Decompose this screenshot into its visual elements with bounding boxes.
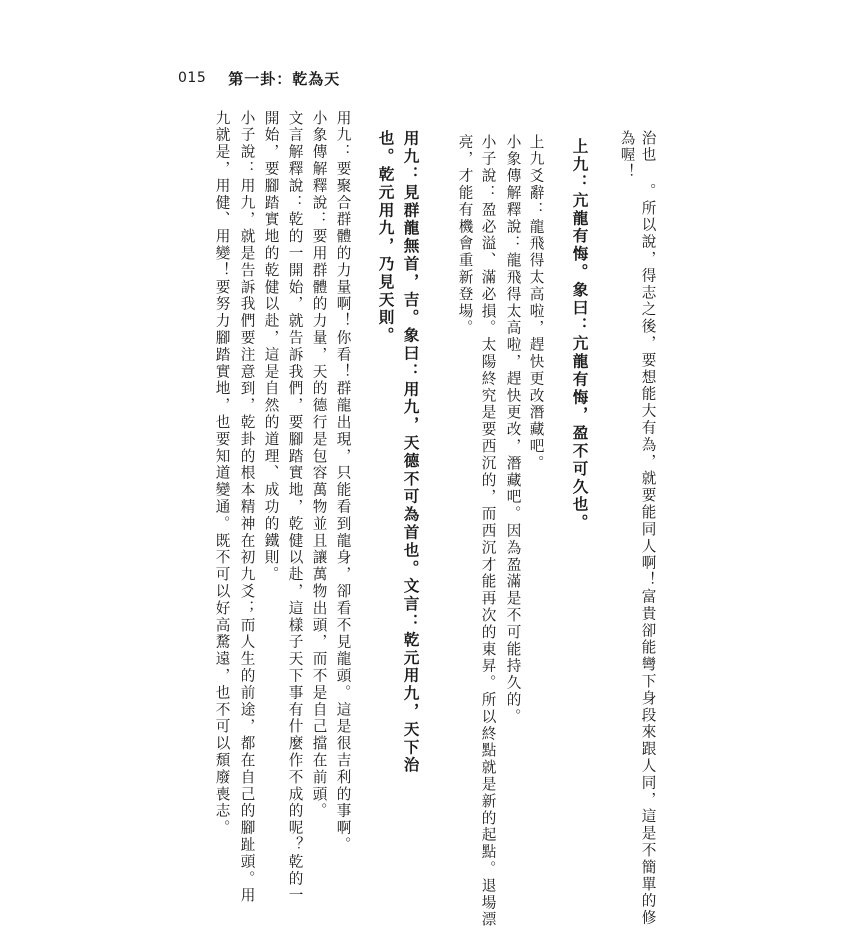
- text-column: 開始，要腳踏實地的乾健以赴，這是自然的道理、成功的鐵則。: [262, 110, 280, 584]
- text-column: 小子說：用九，就是告訴我們要注意到，乾卦的根本精神在初九爻；而人生的前途，都在自己的腳趾頭。用: [238, 110, 256, 905]
- text-column: 九就是，用健、用變！要努力腳踏實地，也要知道變通。既不可以好高騖遠，也不可以頹廢喪志。: [213, 110, 231, 837]
- chapter-title: 第一卦：乾為天: [228, 69, 341, 88]
- text-column: 治也 。所以說，得志之後，要想能大有為，就要能同人啊！富貴卻能彎下身段來跟人同，這是不簡單的修: [639, 130, 657, 927]
- hexagram-line-text: 用九：見群龍無首，吉。象曰：用九，天德不可為首也。文言：乾元用九，天下治: [401, 130, 421, 775]
- text-column: 文言解釋說：乾的一開始，就告訴我們，要腳踏實地，乾健以赴，這樣子天下事有什麼作不成的呢？乾的一: [286, 110, 304, 905]
- text-column: 小象傳解釋說：要用群體的力量，天的德行是包容萬物並且讓萬物出頭，而不是自己擋在前頭。: [310, 110, 328, 820]
- text-column: 用九：要聚合群體的力量啊！你看！群龍出現，只能看到龍身，卻看不見龍頭。這是很吉利的事啊。: [334, 110, 352, 854]
- text-column: 為喔！: [618, 130, 636, 181]
- page-number: 015: [178, 70, 207, 86]
- text-column: 小象傳解釋說：龍飛得太高啦，趕快更改，潛藏吧。因為盈滿是不可能持久的。: [504, 134, 522, 726]
- text-column: 亮，才能有機會重新登場。: [456, 134, 474, 337]
- page-header: [178, 66, 340, 90]
- text-column: 上九爻辭：龍飛得太高啦，趕快更改潛藏吧。: [527, 134, 545, 472]
- hexagram-line-text: 上九：亢龍有悔。象曰：亢龍有悔，盈不可久也。: [570, 138, 590, 532]
- hexagram-line-text: 也。乾元用九，乃見天則。: [376, 130, 396, 345]
- text-column: 小子說：盈必溢、滿必損。太陽終究是要西沉的，而西沉才能再次的東昇。所以終點就是新的起點。退場漂: [479, 134, 497, 928]
